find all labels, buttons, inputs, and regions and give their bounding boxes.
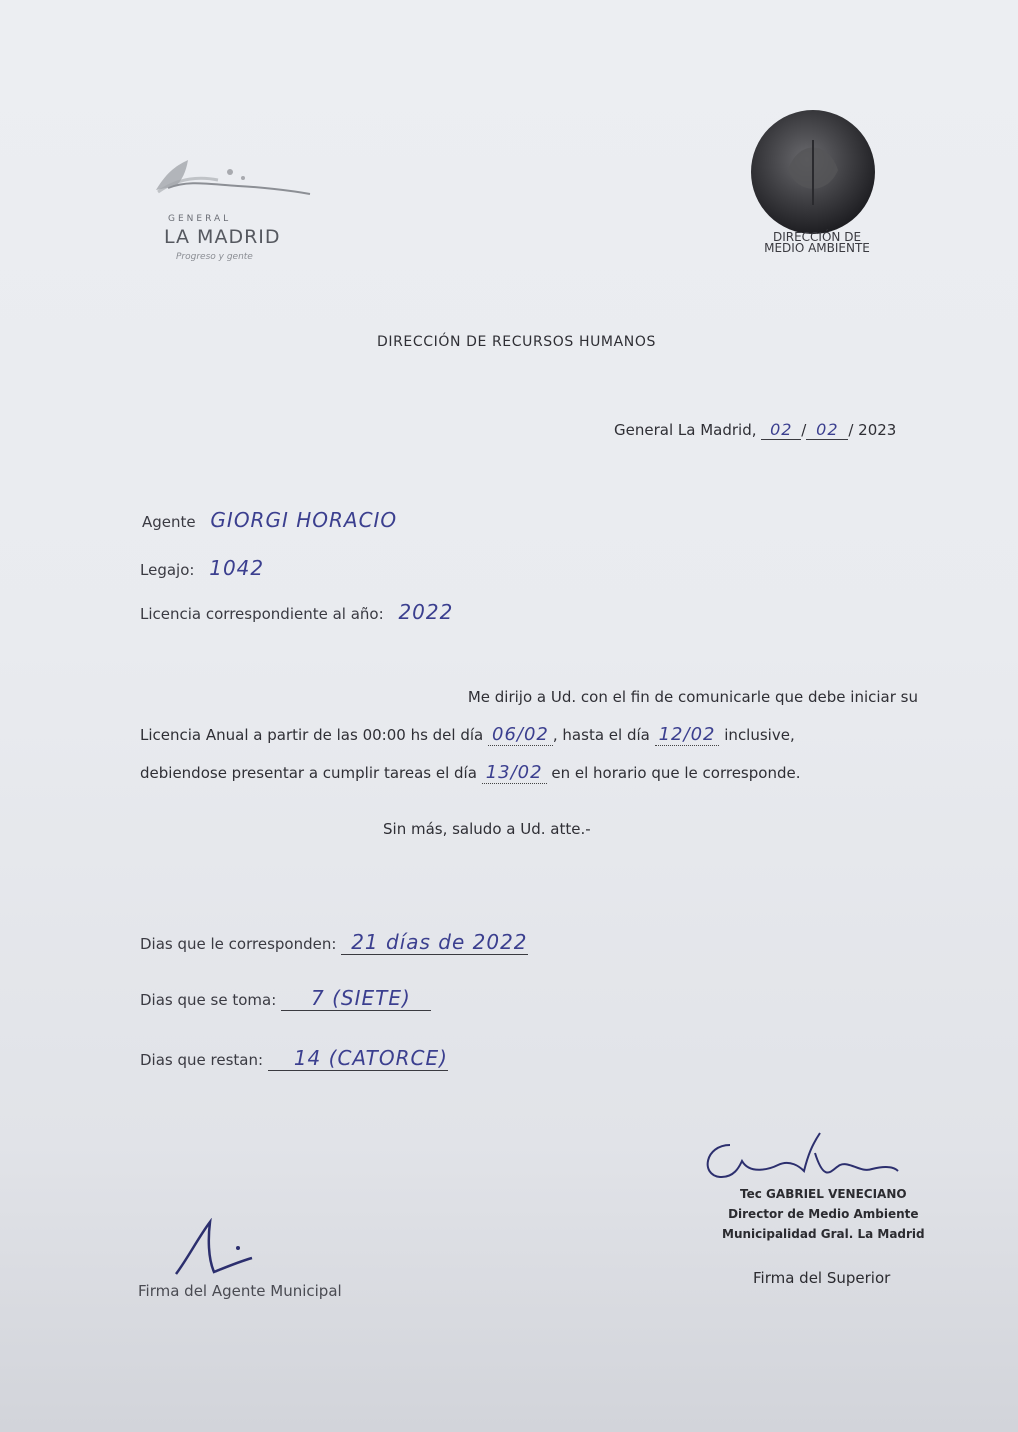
agent-signature-label: Firma del Agente Municipal xyxy=(138,1282,342,1300)
superior-signature-block xyxy=(722,1184,925,1244)
body-line-3 xyxy=(140,762,920,784)
agent-signature-icon xyxy=(168,1218,268,1278)
agent-value: GIORGI HORACIO xyxy=(210,508,398,532)
date-sep-2: / xyxy=(848,421,854,439)
seal-line-2: MEDIO AMBIENTE xyxy=(764,241,870,255)
end-date-value: 12/02 xyxy=(658,724,716,745)
start-date xyxy=(488,724,553,746)
body-text-schedule: en el horario que le corresponde. xyxy=(551,764,801,782)
days-toma-label: Dias que se toma: xyxy=(140,991,277,1009)
seal-caption xyxy=(742,232,892,254)
days-corresponden-field xyxy=(140,930,528,955)
legajo-field xyxy=(140,556,264,580)
days-corresponden-value: 21 días de 2022 xyxy=(351,930,528,954)
body-text-start: Licencia Anual a partir de las 00:00 hs del día xyxy=(140,726,484,744)
days-restan-label: Dias que restan: xyxy=(140,1051,264,1069)
end-date xyxy=(655,724,720,746)
body-text-return: debiendose presentar a cumplir tareas el día xyxy=(140,764,477,782)
body-text-until: , hasta el día xyxy=(552,726,650,744)
agent-label: Agente xyxy=(142,513,196,531)
body-line-2 xyxy=(140,724,920,746)
license-year-field xyxy=(140,600,453,624)
superior-role: Director de Medio Ambiente xyxy=(728,1207,919,1221)
medio-ambiente-seal-icon xyxy=(748,110,878,240)
superior-name: Tec GABRIEL VENECIANO xyxy=(740,1187,907,1201)
start-date-value: 06/02 xyxy=(492,724,549,745)
return-date xyxy=(482,762,547,784)
date-year: 2023 xyxy=(858,421,897,439)
days-restan-value: 14 (CATORCE) xyxy=(293,1046,448,1070)
days-restan-field xyxy=(140,1046,448,1071)
superior-organization: Municipalidad Gral. La Madrid xyxy=(722,1227,925,1241)
license-year-value: 2022 xyxy=(398,600,454,624)
seal-line-1: DIRECCIÓN DE xyxy=(772,230,862,244)
date-prefix: General La Madrid, xyxy=(614,421,757,439)
logo-title: LA MADRID xyxy=(164,226,281,248)
logo-subtitle: GENERAL xyxy=(168,214,232,224)
date-sep-1: / xyxy=(801,421,807,439)
date-month: 02 xyxy=(806,420,848,440)
body-line-1: Me dirijo a Ud. con el fin de comunicarle que debe iniciar su xyxy=(467,688,918,706)
legajo-label: Legajo: xyxy=(140,561,195,579)
closing-line: Sin más, saludo a Ud. atte.- xyxy=(383,820,591,838)
date-line xyxy=(614,420,896,440)
legajo-value: 1042 xyxy=(209,556,265,580)
document-title: DIRECCIÓN DE RECURSOS HUMANOS xyxy=(377,334,656,350)
superior-signature-label: Firma del Superior xyxy=(753,1269,891,1287)
logo-tagline: Progreso y gente xyxy=(176,252,253,262)
days-toma-value: 7 (SIETE) xyxy=(311,986,411,1010)
return-date-value: 13/02 xyxy=(485,762,543,783)
days-toma-field xyxy=(140,986,431,1011)
body-text-inclusive: inclusive, xyxy=(724,726,795,744)
agent-field xyxy=(142,508,397,532)
license-year-label: Licencia correspondiente al año: xyxy=(140,605,384,623)
date-day: 02 xyxy=(761,420,801,440)
days-corresponden-label: Dias que le corresponden: xyxy=(140,935,337,953)
